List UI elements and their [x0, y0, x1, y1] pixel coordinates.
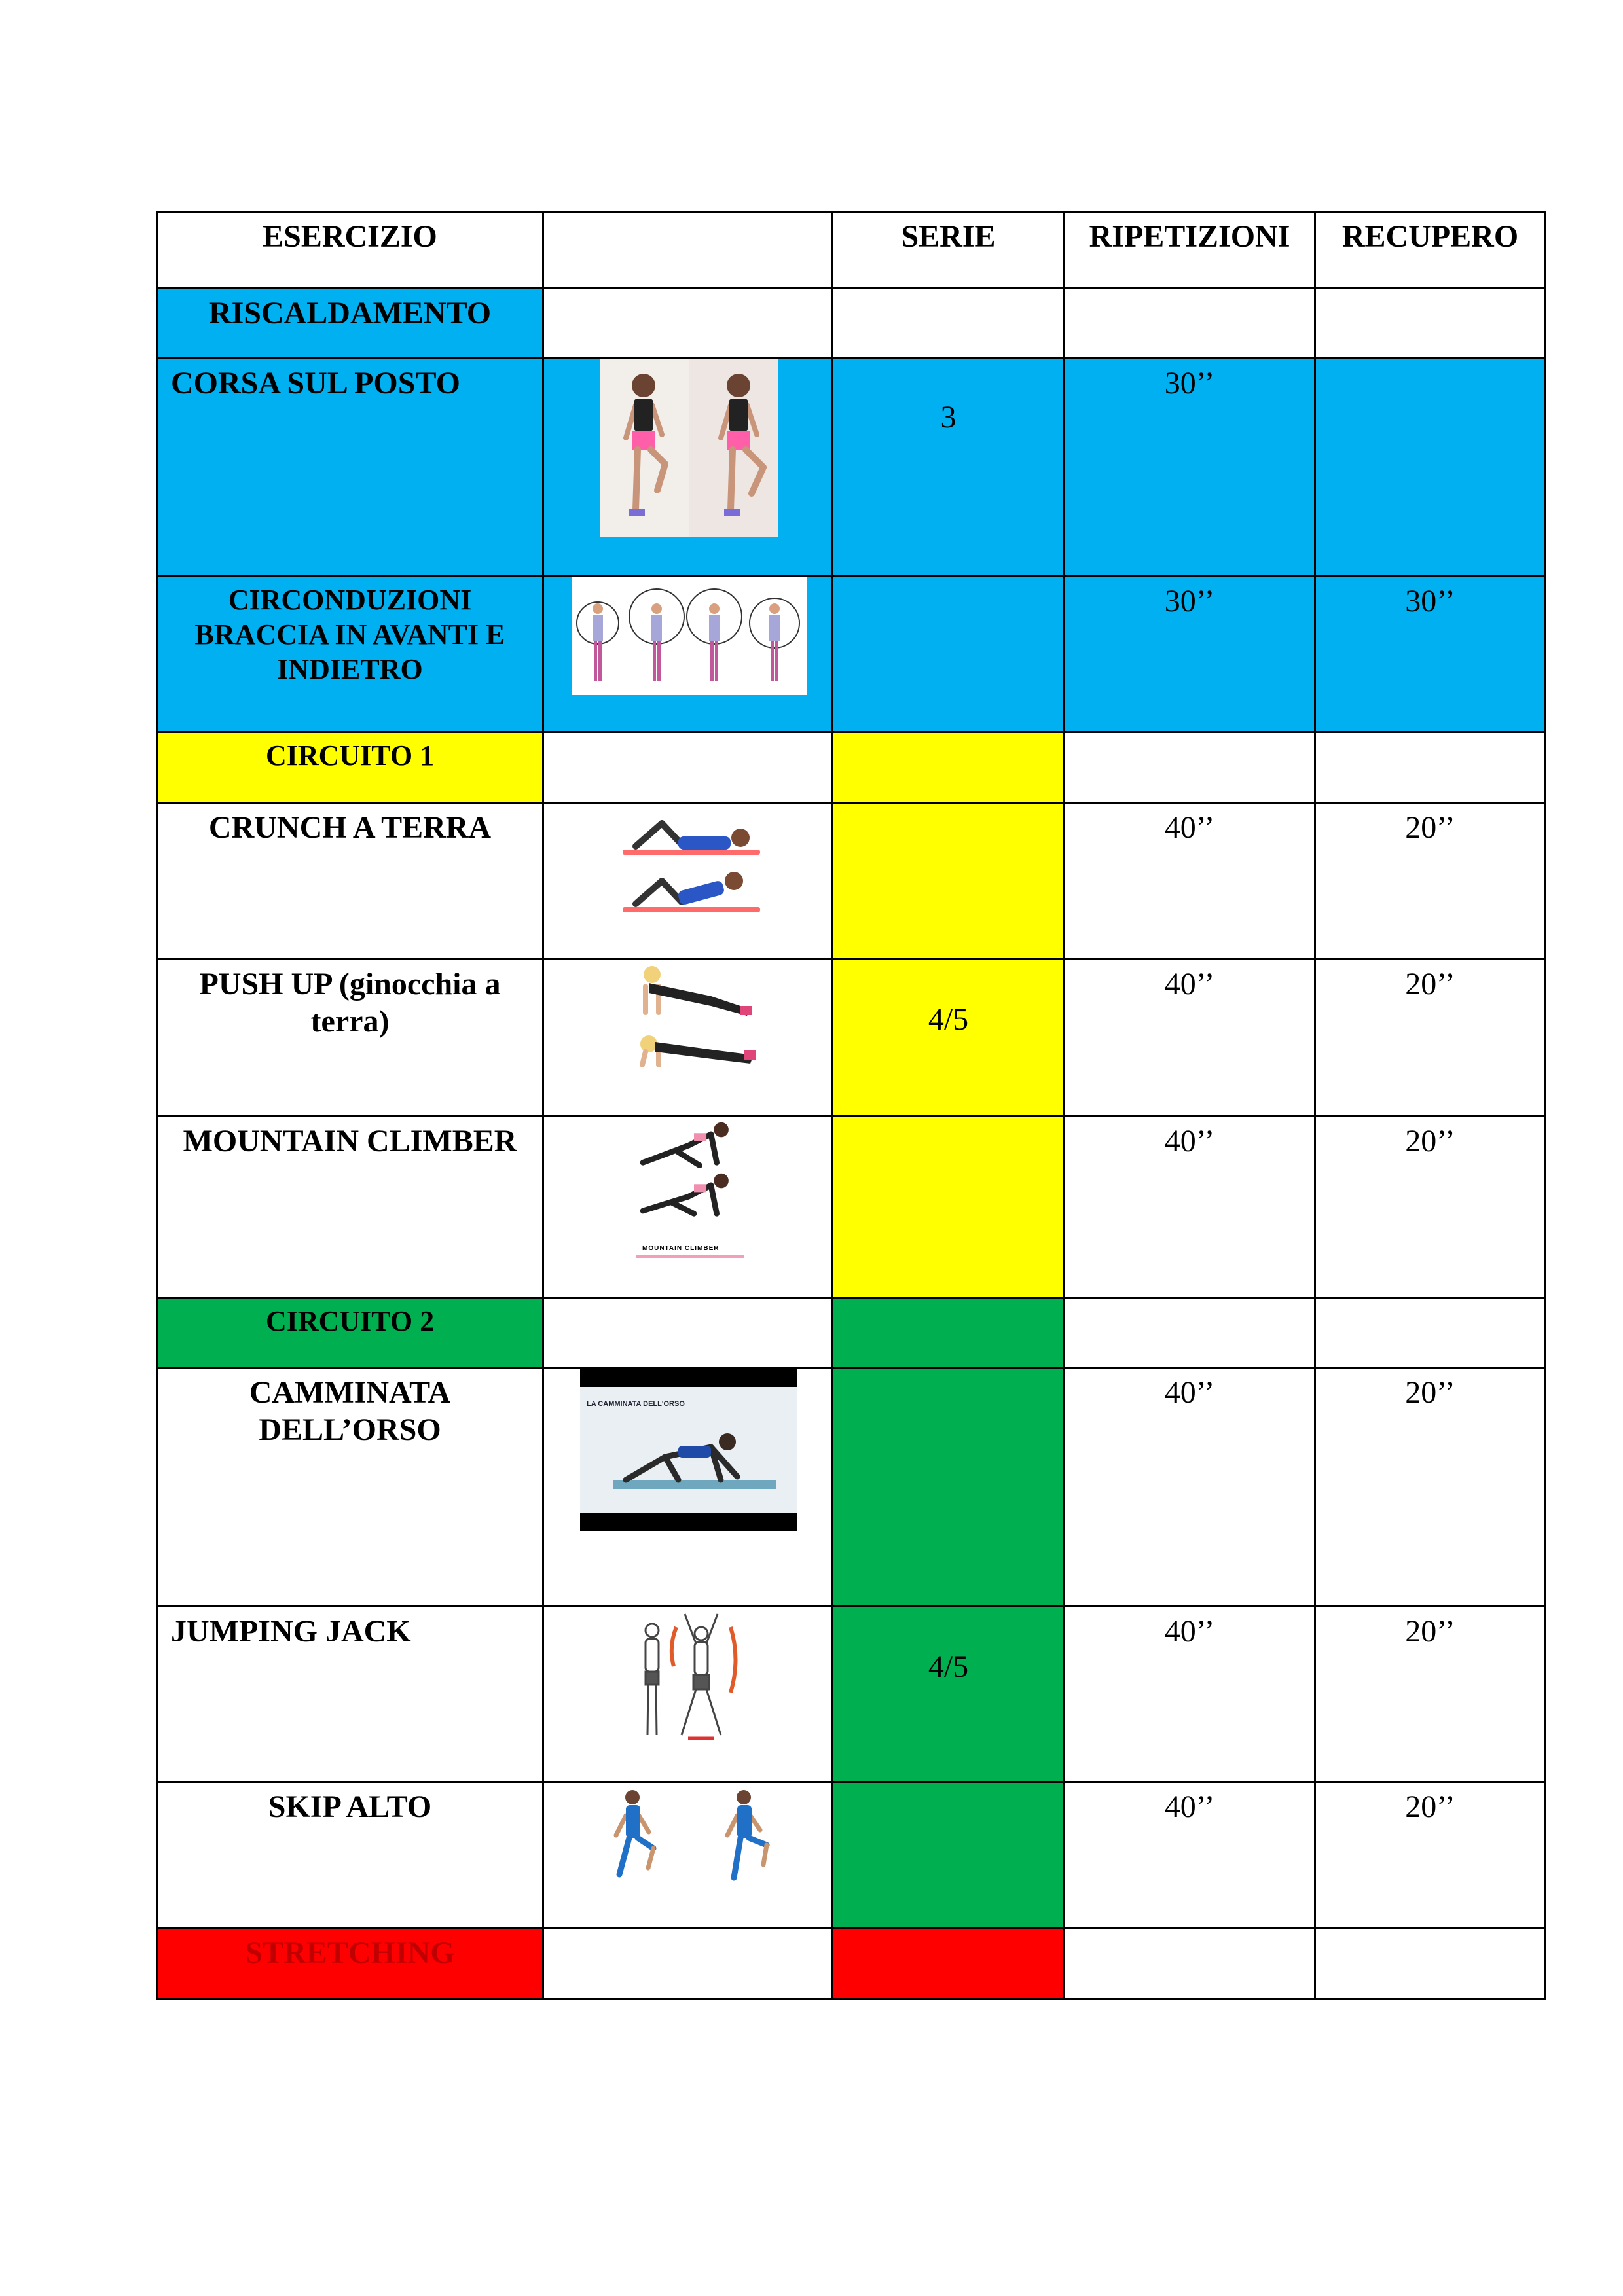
exercise-image-cell: [543, 359, 833, 577]
circuit2-title-row: [157, 1298, 1546, 1368]
rest-value: 20’’: [1315, 803, 1546, 960]
warmup-title-row: [157, 289, 1546, 359]
series-cell: [833, 359, 1065, 577]
circuit2-title: CIRCUITO 2: [157, 1298, 543, 1368]
running-in-place-illustration: [600, 359, 778, 537]
bear-crawl-illustration: [580, 1369, 797, 1531]
warmup-title: RISCALDAMENTO: [157, 289, 543, 359]
exercise-name: PUSH UP (ginocchia a terra): [157, 960, 543, 1117]
empty-cell: [1065, 289, 1315, 359]
empty-cell: [543, 1928, 833, 1999]
series-cell: [833, 1607, 1065, 1782]
empty-cell: [543, 732, 833, 803]
series-cell: [833, 1928, 1065, 1999]
empty-cell: [1315, 732, 1546, 803]
exercise-name: CRUNCH A TERRA: [157, 803, 543, 960]
high-knees-illustration: [580, 1783, 791, 1894]
reps-value: 40’’: [1065, 960, 1315, 1117]
empty-cell: [833, 289, 1065, 359]
rest-value: 20’’: [1315, 1117, 1546, 1298]
stretching-row: [157, 1928, 1546, 1999]
crunch-illustration: [616, 804, 770, 916]
table-row: [157, 1607, 1546, 1782]
table-row: [157, 1117, 1546, 1298]
workout-table: [156, 211, 1546, 2000]
header-image: [543, 212, 833, 289]
reps-value: 40’’: [1065, 1782, 1315, 1928]
circuit1-title: CIRCUITO 1: [157, 732, 543, 803]
empty-cell: [543, 1298, 833, 1368]
exercise-name: SKIP ALTO: [157, 1782, 543, 1928]
rest-value: 20’’: [1315, 960, 1546, 1117]
image-caption: LA CAMMINATA DELL'ORSO: [587, 1400, 685, 1408]
table-row: [157, 1368, 1546, 1607]
table-row: [157, 1782, 1546, 1928]
series-cell: [833, 1298, 1065, 1368]
exercise-name: CIRCONDUZIONI BRACCIA IN AVANTI E INDIETRO: [157, 577, 543, 732]
exercise-image-cell: [543, 1782, 833, 1928]
empty-cell: [1065, 1298, 1315, 1368]
exercise-image-cell: [543, 1368, 833, 1607]
exercise-image-cell: [543, 577, 833, 732]
circuit1-title-row: [157, 732, 1546, 803]
empty-cell: [1315, 1928, 1546, 1999]
series-cell: [833, 732, 1065, 803]
exercise-name: JUMPING JACK: [157, 1607, 543, 1782]
exercise-image-cell: [543, 1117, 833, 1298]
rest-value: 20’’: [1315, 1368, 1546, 1607]
knee-pushup-illustration: [619, 960, 767, 1078]
divider: [636, 1255, 744, 1258]
empty-cell: [543, 289, 833, 359]
table-row: [157, 577, 1546, 732]
exercise-image-cell: [543, 960, 833, 1117]
image-caption: MOUNTAIN CLIMBER: [642, 1245, 720, 1252]
header-exercise: ESERCIZIO: [157, 212, 543, 289]
series-value: 3: [940, 400, 957, 435]
reps-value: 30’’: [1065, 359, 1315, 577]
empty-cell: [1315, 1298, 1546, 1368]
empty-cell: [1065, 1928, 1315, 1999]
header-row: [157, 212, 1546, 289]
exercise-image-cell: [543, 1607, 833, 1782]
reps-value: 40’’: [1065, 1607, 1315, 1782]
reps-value: 30’’: [1065, 577, 1315, 732]
exercise-name: MOUNTAIN CLIMBER: [157, 1117, 543, 1298]
header-series: SERIE: [833, 212, 1065, 289]
rest-value: 20’’: [1315, 1607, 1546, 1782]
rest-value: 20’’: [1315, 1782, 1546, 1928]
series-cell: [833, 960, 1065, 1117]
reps-value: 40’’: [1065, 803, 1315, 960]
reps-value: 40’’: [1065, 1117, 1315, 1298]
mountain-climber-illustration: [616, 1117, 763, 1265]
stretching-title: STRETCHING: [157, 1928, 543, 1999]
header-reps: RIPETIZIONI: [1065, 212, 1315, 289]
empty-cell: [1065, 732, 1315, 803]
series-value: 4/5: [928, 1649, 969, 1684]
jumping-jack-illustration: [636, 1607, 740, 1748]
series-cell: [833, 803, 1065, 960]
table-row: [157, 803, 1546, 960]
header-rest: RECUPERO: [1315, 212, 1546, 289]
rest-value: [1315, 359, 1546, 577]
exercise-name: CAMMINATA DELL’ORSO: [157, 1368, 543, 1607]
exercise-name: CORSA SUL POSTO: [157, 359, 543, 577]
series-cell: [833, 1117, 1065, 1298]
series-cell: [833, 1368, 1065, 1607]
table-row: [157, 359, 1546, 577]
empty-cell: [1315, 289, 1546, 359]
table-row: [157, 960, 1546, 1117]
reps-value: 40’’: [1065, 1368, 1315, 1607]
series-value: 4/5: [928, 1002, 969, 1037]
exercise-image-cell: [543, 803, 833, 960]
rest-value: 30’’: [1315, 577, 1546, 732]
series-cell: [833, 1782, 1065, 1928]
arm-circles-illustration: [572, 577, 807, 695]
series-cell: [833, 577, 1065, 732]
